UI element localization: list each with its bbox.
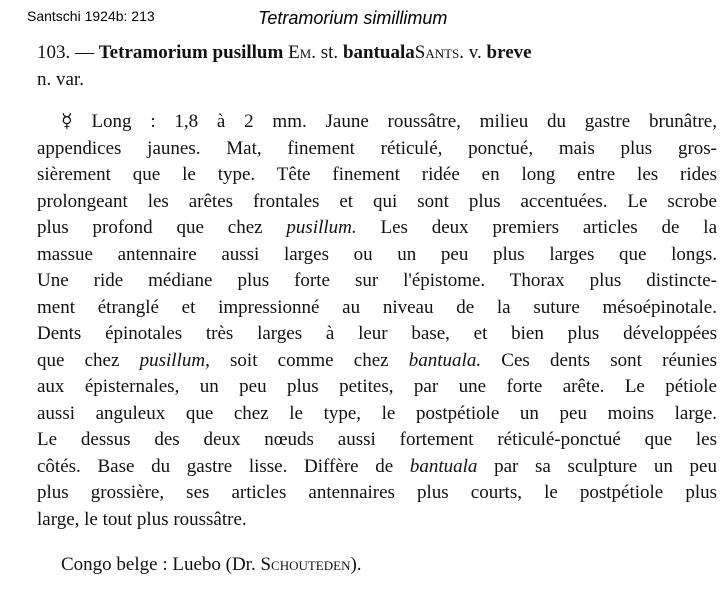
taxon-name-italic: pusillum.: [286, 217, 357, 238]
taxon-name-italic: bantuala.: [408, 349, 482, 371]
description-line: [37, 321, 717, 348]
description-line: [37, 215, 717, 242]
description-paragraph: [37, 109, 717, 533]
description-line: [37, 295, 717, 322]
description-text: Ces dents sont réunies: [481, 349, 717, 371]
var-label: n. var.: [37, 68, 84, 90]
rank-st: st.: [320, 42, 339, 63]
description-text: sièrement que le type. Tête finement ridée en long entre les rides: [37, 164, 717, 185]
species-title: Tetramorium simillimum: [258, 8, 448, 28]
genus-species: Tetramorium pusillum: [98, 42, 284, 63]
collector-name: Schouteden: [260, 554, 351, 575]
locality-line: [37, 552, 724, 579]
description-text: côtés. Base du gastre lisse. Diffère de: [37, 455, 410, 477]
description-text: ment étranglé et impressionné au niveau de la suture mésoépinotale.: [37, 296, 717, 318]
description-line: [37, 480, 717, 507]
description-line: [37, 348, 717, 375]
locality-prefix: Congo belge : Luebo (Dr.: [61, 554, 261, 575]
heading-line-2: [37, 67, 717, 94]
author-2: Sants.: [414, 42, 465, 63]
subspecies-name: bantuala: [342, 42, 415, 63]
taxon-name-italic: pusillum,: [139, 349, 210, 371]
description-text: Le dessus des deux nœuds aussi fortement réticulé-ponctué que les: [37, 429, 717, 450]
description-text: Une ride médiane plus forte sur l'épistome. Thorax plus distincte-: [37, 270, 717, 291]
description-line: [37, 189, 717, 216]
taxon-name-italic: bantuala: [409, 455, 478, 477]
variety-name: breve: [486, 42, 532, 63]
description-text: appendices jaunes. Mat, finement réticulé, ponctué, mais plus gros-: [37, 137, 717, 159]
author-1: Em.: [288, 42, 316, 63]
description-text: Dents épinotales très larges à leur base, et bien plus développées: [37, 323, 717, 344]
description-text: large, le tout plus roussâtre.: [37, 508, 247, 530]
description-line: [37, 507, 717, 534]
description-line: [37, 427, 717, 454]
description-text: soit comme chez: [209, 349, 409, 371]
description-line: [37, 242, 717, 269]
description-line: [37, 374, 717, 401]
description-text: massue antennaire aussi larges ou un peu plus larges que longs.: [37, 243, 717, 265]
description-text: plus grossière, ses articles antennaires plus courts, le postpétiole plus: [37, 482, 717, 503]
heading-line-1: [37, 40, 717, 67]
description-line: [37, 268, 717, 295]
citation-label: Santschi 1924b: 213: [27, 8, 155, 24]
locality-suffix: ).: [350, 554, 362, 575]
description-text: par sa sculpture un peu: [477, 455, 717, 477]
description-line: [37, 109, 717, 136]
description-line: [37, 454, 717, 481]
rank-v: v.: [468, 42, 482, 63]
description-text: aux épisternales, un peu plus petites, par une forte arête. Le pétiole: [37, 376, 717, 397]
description-text: Les deux premiers articles de la: [356, 217, 717, 238]
description-line: [37, 136, 717, 163]
description-text: que chez: [37, 349, 140, 371]
entry-heading: [37, 40, 717, 93]
description-line: [37, 401, 717, 428]
entry-number: 103. —: [37, 42, 94, 63]
description-text: ☿ Long : 1,8 à 2 mm. Jaune roussâtre, milieu du gastre brunâtre,: [61, 111, 717, 132]
description-line: [37, 162, 717, 189]
description-text: prolongeant les arêtes frontales et qui sont plus accentuées. Le scrobe: [37, 190, 717, 212]
description-text: aussi anguleux que chez le type, le postpétiole un peu moins large.: [37, 402, 717, 424]
description-text: plus profond que chez: [37, 217, 287, 238]
